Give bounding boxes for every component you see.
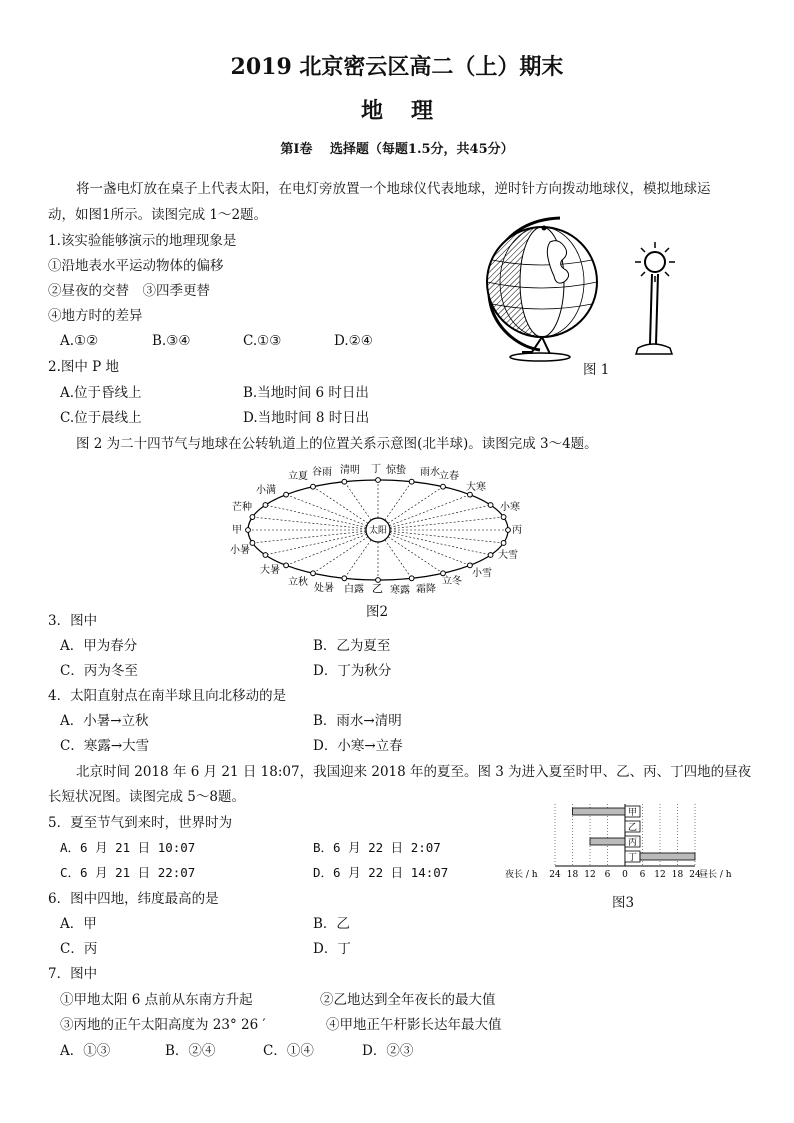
- q6-option-d: D．丁: [313, 941, 351, 957]
- night-bar: [590, 838, 625, 845]
- orbit-spoke: [286, 495, 378, 530]
- term-daxue: 大雪: [498, 550, 518, 561]
- term-xiaohan: 小寒: [500, 502, 520, 513]
- term-qingming: 清明: [340, 465, 360, 476]
- day-night-bars: [505, 804, 732, 880]
- earth-position-dot: [263, 553, 268, 558]
- q1-item: ①沿地表水平运动物体的偏移: [48, 258, 224, 274]
- term-hanlu: 寒露: [390, 585, 410, 596]
- globe-illustration: [487, 218, 597, 361]
- q5-option-d: D．6 月 22 日 14:07: [313, 865, 449, 880]
- tick-label: 0: [622, 870, 628, 880]
- term-yi: 乙: [372, 582, 383, 595]
- q7-option-a: A．①③: [60, 1043, 111, 1059]
- earth-position-dot: [506, 528, 511, 533]
- q1-option-c: C.①③: [243, 333, 282, 349]
- night-bar: [573, 808, 626, 815]
- earth-position-dot: [263, 503, 268, 508]
- term-yushui: 雨水: [420, 467, 440, 478]
- orbit-spoke: [252, 517, 378, 530]
- orbit-spoke: [378, 505, 491, 530]
- intro1-line2: 动，如图1所示。读图完成 1～2题。: [48, 207, 268, 223]
- q6-option-a: A．甲: [60, 916, 97, 932]
- q1-option-a: A.①②: [60, 333, 99, 349]
- figure-1-globe-lamp: [470, 212, 715, 362]
- q1-option-b: B.③④: [152, 333, 191, 349]
- tick-label: 6: [604, 870, 611, 880]
- term-xiaoshu: 小暑: [230, 545, 250, 556]
- term-jingzhe: 惊蛰: [386, 465, 406, 476]
- earth-position-dot: [488, 503, 493, 508]
- sun-label: 太阳: [368, 526, 388, 536]
- place-label: 乙: [627, 823, 638, 833]
- q1-stem: 1.该实验能够演示的地理现象是: [48, 233, 237, 249]
- q3-stem: 3．图中: [48, 613, 98, 629]
- q5-option-c: C．6 月 21 日 22:07: [60, 865, 196, 880]
- figure-2-solar-terms: [226, 460, 526, 600]
- intro3-line1: 北京时间 2018 年 6 月 21 日 18:07，我国迎来 2018 年的夏至。图 3 为进入夏至时甲、乙、丙、丁四地的昼夜: [76, 764, 752, 780]
- figure-3-day-night-chart: [503, 796, 753, 886]
- earth-position-dot: [250, 515, 255, 520]
- term-lichun: 立春: [439, 471, 459, 482]
- place-label: 丙: [627, 838, 638, 848]
- earth-position-dot: [409, 576, 414, 581]
- q1-option-d: D.②④: [334, 333, 373, 349]
- intro2: 图 2 为二十四节气与地球在公转轨道上的位置关系示意图(北半球)。读图完成 3～4题。: [76, 436, 598, 452]
- q3-option-a: A．甲为春分: [60, 638, 138, 654]
- orbit-spoke: [378, 530, 491, 555]
- earth-position-dot: [409, 479, 414, 484]
- term-shuangjiang: 霜降: [416, 584, 436, 595]
- term-lixia: 立夏: [288, 471, 308, 482]
- orbit-spoke: [265, 505, 378, 530]
- q7-item-2: ②乙地达到全年夜长的最大值: [320, 992, 496, 1008]
- q4-stem: 4．太阳直射点在南半球且向北移动的是: [48, 688, 287, 704]
- earth-position-dot: [250, 541, 255, 546]
- q4-option-d: D．小寒→立春: [313, 738, 403, 754]
- term-mangzhong: 芒种: [232, 502, 252, 513]
- tick-label: 24: [549, 870, 561, 880]
- earth-position-dot: [501, 515, 506, 520]
- place-label: 甲: [627, 808, 638, 818]
- term-chushu: 处暑: [314, 583, 334, 594]
- q4-option-c: C．寒露→大雪: [60, 738, 150, 754]
- intro3-line2: 长短状况图。读图完成 5～8题。: [48, 789, 245, 805]
- earth-position-dot: [311, 571, 316, 576]
- section-heading: 第Ⅰ卷 选择题（每题1.5分，共45分）: [280, 142, 514, 157]
- orbit-spoke: [265, 530, 378, 555]
- earth-position-dot: [284, 563, 289, 568]
- q2-option-c: C.位于晨线上: [60, 410, 142, 426]
- subject-title: 地理: [360, 98, 461, 124]
- q5-option-b: B．6 月 22 日 2:07: [313, 840, 441, 855]
- tick-label: 24: [689, 870, 701, 880]
- intro1-line1: 将一盏电灯放在桌子上代表太阳，在电灯旁放置一个地球仪代表地球，逆时针方向拨动地球仪，模拟地球运: [76, 181, 711, 197]
- orbit-spoke: [252, 530, 378, 543]
- earth-position-dot: [311, 484, 316, 489]
- q7-option-b: B．②④: [165, 1043, 216, 1059]
- q5-option-a: A．6 月 21 日 10:07: [60, 840, 196, 855]
- term-guyu: 谷雨: [312, 467, 332, 478]
- orbit-spoke: [286, 530, 378, 565]
- figure-2-caption: 图2: [366, 604, 389, 620]
- term-dahan: 大寒: [466, 482, 486, 493]
- term-bing: 丙: [512, 525, 522, 536]
- figure-1-caption: 图 1: [583, 362, 610, 378]
- earth-position-dot: [342, 479, 347, 484]
- term-ding: 丁: [371, 464, 381, 475]
- q7-item-4: ④甲地正午杆影长达年最大值: [326, 1017, 502, 1033]
- tick-label: 6: [639, 870, 646, 880]
- figure-3-caption: 图3: [612, 895, 635, 911]
- earth-position-dot: [488, 553, 493, 558]
- place-label: 丁: [627, 853, 638, 863]
- q2-option-a: A.位于昏线上: [60, 385, 142, 401]
- lamp-sun-illustration: [635, 242, 675, 354]
- orbit-spoke: [378, 495, 470, 530]
- earth-position-dot: [501, 541, 506, 546]
- x-axis-left-label: 夜长 / h: [505, 870, 538, 880]
- q3-option-c: C．丙为冬至: [60, 663, 138, 679]
- q4-option-a: A．小暑→立秋: [60, 713, 149, 729]
- orbit-spoke: [378, 530, 504, 543]
- earth-position-dot: [441, 571, 446, 576]
- q7-stem: 7．图中: [48, 966, 98, 982]
- q6-option-c: C．丙: [60, 941, 98, 957]
- term-xiaoman: 小满: [256, 485, 276, 496]
- q2-stem: 2.图中 P 地: [48, 359, 120, 375]
- tick-label: 12: [654, 870, 666, 880]
- q3-option-b: B．乙为夏至: [313, 638, 391, 654]
- term-xiaoxue: 小雪: [472, 568, 492, 579]
- earth-position-dot: [246, 528, 251, 533]
- q7-option-c: C．①④: [263, 1043, 314, 1059]
- q1-item: ②昼夜的交替 ③四季更替: [48, 283, 210, 299]
- term-liqiu: 立秋: [288, 577, 308, 588]
- page-title: 2019 北京密云区高二（上）期末: [230, 54, 564, 80]
- orbit-spoke: [378, 517, 504, 530]
- q6-option-b: B．乙: [313, 916, 350, 932]
- term-dashu: 大暑: [260, 565, 280, 576]
- term-lidong: 立冬: [442, 576, 462, 587]
- q6-stem: 6．图中四地，纬度最高的是: [48, 891, 219, 907]
- x-axis-right-label: 昼长 / h: [699, 870, 732, 880]
- term-jia: 甲: [232, 525, 242, 536]
- q1-item: ④地方时的差异: [48, 308, 143, 324]
- q4-option-b: B．雨水→清明: [313, 713, 402, 729]
- term-bailu: 白露: [344, 584, 364, 595]
- q7-option-d: D．②③: [362, 1043, 414, 1059]
- q7-item-1: ①甲地太阳 6 点前从东南方升起: [60, 992, 253, 1008]
- q2-option-b: B.当地时间 6 时日出: [243, 385, 369, 401]
- earth-position-dot: [441, 484, 446, 489]
- q7-item-3: ③丙地的正午太阳高度为 23° 26 ′: [60, 1017, 266, 1033]
- q5-stem: 5．夏至节气到来时，世界时为: [48, 815, 233, 831]
- q2-option-d: D.当地时间 8 时日出: [243, 410, 370, 426]
- earth-position-dot: [342, 576, 347, 581]
- tick-label: 18: [566, 870, 579, 880]
- day-bar: [640, 853, 695, 860]
- orbit-spoke: [378, 530, 470, 565]
- q3-option-d: D．丁为秋分: [313, 663, 392, 679]
- tick-label: 18: [671, 870, 684, 880]
- tick-label: 12: [584, 870, 596, 880]
- earth-position-dot: [284, 492, 289, 497]
- earth-position-dot: [376, 478, 381, 483]
